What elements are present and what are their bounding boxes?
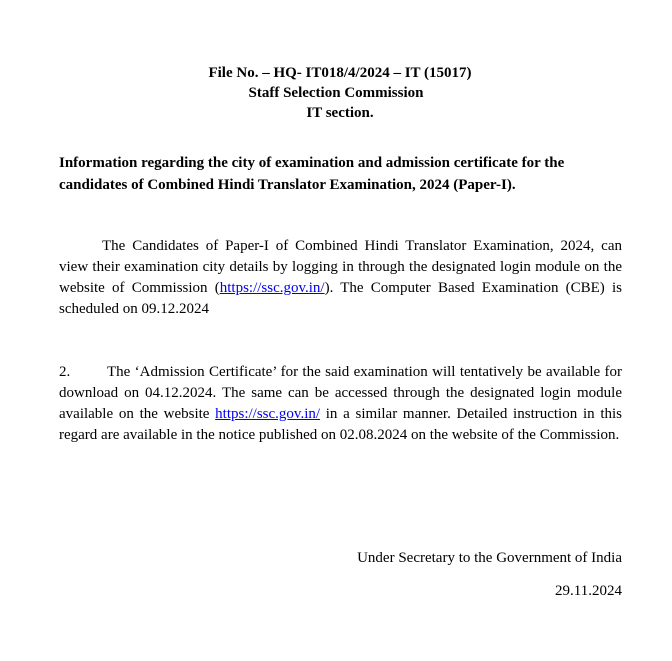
document-header — [0, 63, 672, 123]
signature-date: 29.11.2024 — [555, 583, 622, 599]
subject-heading: Information regarding the city of examination and admission certificate for the candidates of Combined Hindi Translator Examination, 2024 (Paper-I). — [59, 155, 565, 193]
paragraph-1 — [59, 236, 622, 320]
paragraph-number: 2. — [59, 364, 71, 380]
paragraph-1-text-b: ). The Computer Based Examination (CBE) is scheduled on 09.12.2024 — [59, 280, 622, 317]
ssc-website-link[interactable]: https://ssc.gov.in/ — [215, 406, 321, 422]
paragraph-2-text-b: in a similar manner. Detailed instruction in this regard are available in the notice published on 02.08.2024 on the website of the Commission. — [59, 406, 623, 443]
organization-name: Staff Selection Commission — [248, 85, 424, 101]
file-number: File No. – HQ- IT018/4/2024 – IT (15017) — [208, 65, 472, 81]
section-name: IT section. — [306, 105, 374, 121]
signatory-designation: Under Secretary to the Government of India — [357, 550, 622, 566]
ssc-website-link[interactable]: https://ssc.gov.in/ — [219, 280, 325, 296]
paragraph-2-text-a: The ‘Admission Certificate’ for the said examination will tentatively be available for download on 04.12.2024. The same can be accessed through the designated login module available on the website — [59, 364, 622, 422]
paragraph-1-text-a: The Candidates of Paper-I of Combined Hindi Translator Examination, 2024, can view their examination city details by logging in through the designated login module on the website of Commission ( — [59, 238, 622, 296]
paragraph-2 — [59, 362, 622, 446]
